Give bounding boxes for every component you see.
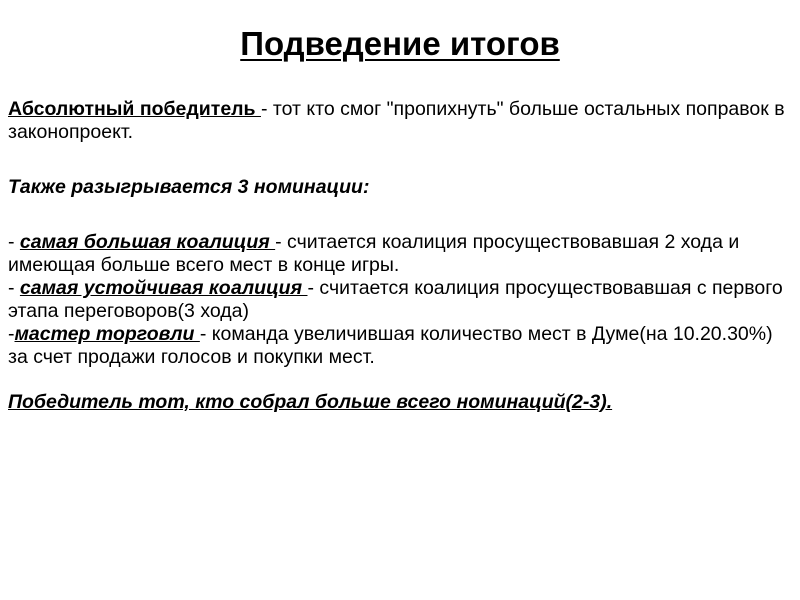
nomination-text: - считается коалиция просуществовавшая 2 хода и имеющая больше всего мест в конце игры. xyxy=(8,231,740,276)
spacer xyxy=(8,144,792,176)
nomination-text: - считается коалиция просуществовавшая с первого этапа переговоров(3 хода) xyxy=(8,277,783,322)
nomination-prefix: - xyxy=(8,277,20,299)
nomination-text: - команда увеличившая количество мест в Думе(на 10.20.30%) за счет продажи голосов и покупки мест. xyxy=(8,323,773,368)
nomination-item-most-stable-coalition xyxy=(8,277,792,323)
nomination-item-largest-coalition xyxy=(8,231,792,277)
absolute-winner-paragraph xyxy=(8,98,792,144)
slide-title: Подведение итогов xyxy=(240,25,560,62)
nominations-intro: Также разыгрывается 3 номинации: xyxy=(8,176,370,198)
conclusion: Победитель тот, кто собрал больше всего номинаций(2-3). xyxy=(8,391,613,413)
nomination-term: самая устойчивая коалиция xyxy=(19,277,308,299)
absolute-winner-text: - тот кто смог "пропихнуть" больше остальных поправок в законопроект. xyxy=(8,98,785,143)
slide-body xyxy=(8,98,792,414)
spacer xyxy=(8,199,792,231)
nomination-prefix: - xyxy=(8,231,20,253)
nomination-item-trade-master xyxy=(8,323,792,369)
nomination-term: мастер торговли xyxy=(14,323,200,345)
spacer xyxy=(8,369,792,391)
nomination-term: самая большая коалиция xyxy=(19,231,276,253)
absolute-winner-term: Абсолютный победитель xyxy=(8,98,261,120)
nomination-prefix: - xyxy=(8,323,15,345)
